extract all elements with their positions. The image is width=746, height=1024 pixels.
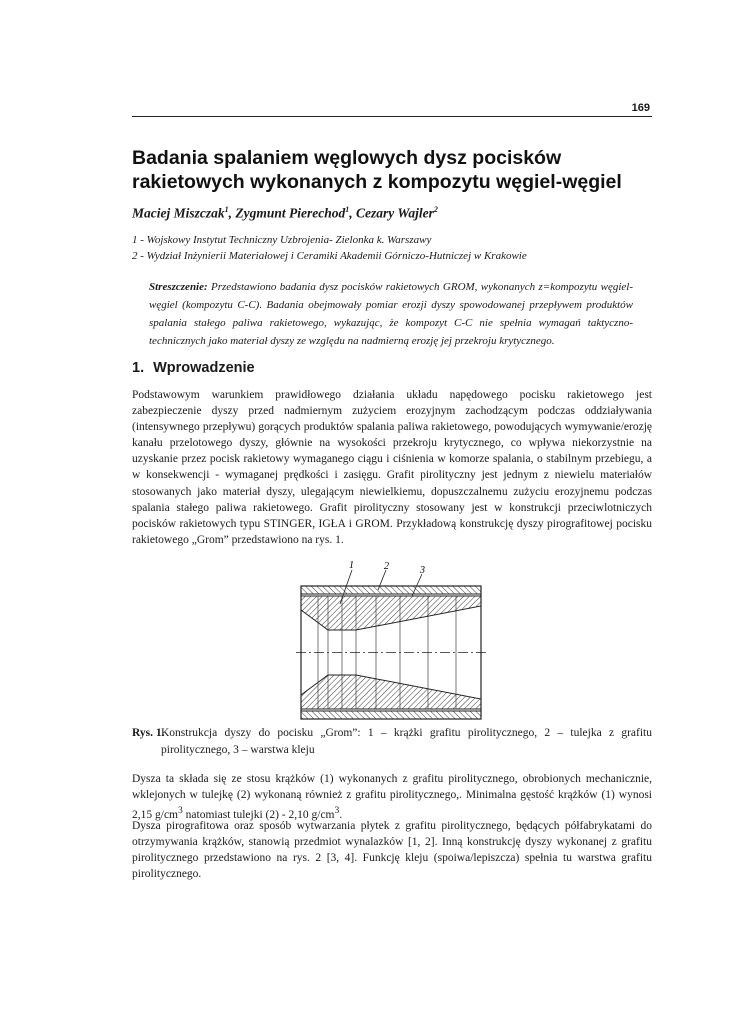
- paper-title: Badania spalaniem węglowych dysz pocisków rakietowych wykonanych z kompozytu węgiel-węgiel: [132, 147, 622, 193]
- author-separator: ,: [349, 205, 356, 221]
- caption-label: Rys. 1.: [132, 727, 165, 739]
- paragraph-text: natomiast tulejki (2) - 2,10 g/cm: [182, 809, 335, 822]
- nozzle-diagram: [296, 560, 486, 725]
- author-name: Zygmunt Pierechod: [235, 205, 346, 221]
- affiliation: 2 - Wydział Inżynierii Materiałowej i Ceramiki Akademii Górniczo-Hutniczej w Krakowie: [132, 250, 527, 262]
- section-heading: [132, 360, 255, 376]
- paragraph-text: Dysza ta składa się ze stosu krążków (1) wykonanych z grafitu pirolitycznego, obrobionych mechanicznie, wklejonych w tulejkę (2) wykonaną również z grafitu pirolitycznego,. Minimalna gęstość krążków (1) wynosi 2,15 g/cm: [132, 773, 652, 822]
- author-name: Cezary Wajler: [356, 205, 434, 221]
- section-title: Wprowadzenie: [153, 360, 255, 376]
- author-affiliation-mark: 1: [224, 205, 229, 214]
- caption-text: Konstrukcja dyszy do pocisku „Grom”: 1 – krążki grafitu pirolitycznego, 2 – tulejka z grafitu pirolitycznego, 3 – warstwa kleju: [161, 727, 652, 756]
- sleeve-bottom: [301, 711, 481, 719]
- body-paragraph: Podstawowym warunkiem prawidłowego działania układu napędowego pocisku rakietowego jest zabezpieczenie dyszy przed nadmiernym zużyciem erozyjnym zachodzącym podczas oddziaływania (intensywnego przepływu) gorących produktów spalania paliwa rakietowego, powodujących wymywanie/erozję kanału przelotowego dyszy, głównie na wysokości przekroju krytycznego, co wpływa niekorzystnie na uzyskanie przez pocisk rakietowy wymaganego ciągu i ciśnienia w komorze spalania, o stabilnym przebiegu, a w konsekwencji - wymaganej prędkości i zasięgu. Grafit pirolityczny jest jednym z niewielu materiałów stosowanych jako materiał dyszy, ulegającym niewielkiemu, dopuszczalnemu zużyciu erozyjnemu podczas spalania stałego paliwa rakietowego. Grafit pirolityczny stosowany jest w konstrukcji przeciwlotniczych pocisków rakietowych typu STINGER, IGŁA i GROM. Przykładową konstrukcję dyszy pirografitowej pocisku rakietowego „Grom” przedstawiono na rys. 1.: [132, 389, 652, 546]
- abstract-text: Przedstawiono badania dysz pocisków rakietowych GROM, wykonanych z=kompozytu węgiel-węgiel (kompozytu C-C). Badania obejmowały pomiar erozji dyszy spowodowanej przepływem produktów spalania stałego paliwa rakietowego, wykazując, że kompozyt C-C nie spełnia wymagań taktyczno-technicznych jako materiał dyszy ze względu na nadmierną erozję jej przekroju krytycznego.: [149, 281, 633, 347]
- affiliation: 1 - Wojskowy Instytut Techniczny Uzbrojenia- Zielonka k. Warszawy: [132, 234, 432, 246]
- abstract-label: Streszczenie:: [149, 281, 208, 293]
- body-paragraph: Dysza pirografitowa oraz sposób wytwarzania płytek z grafitu pirolitycznego, będących półfabrykatami do otrzymywania krążków, stanowią przedmiot wynalazków [1, 2]. Inną konstrukcję dyszy wykonanej z grafitu pirolitycznego przedstawiono na rys. 2 [3, 4]. Funkcję kleju (spoiwa/lepiszcza) spełnia tu warstwa grafitu pirolitycznego.: [132, 820, 652, 881]
- author-affiliation-mark: 2: [433, 205, 438, 214]
- nozzle-figure: [296, 560, 486, 725]
- author-affiliation-mark: 1: [345, 205, 350, 214]
- figure-label: 2: [384, 561, 389, 572]
- page-number: 169: [631, 102, 650, 114]
- abstract: [149, 278, 633, 350]
- superscript: 3: [178, 805, 183, 817]
- author-name: Maciej Miszczak: [132, 205, 225, 221]
- body-paragraph: [132, 771, 652, 823]
- author-separator: ,: [228, 205, 236, 221]
- sleeve-top: [301, 586, 481, 594]
- paragraph-text: .: [339, 809, 343, 822]
- section-number: 1.: [132, 360, 145, 376]
- figure-label: 3: [420, 565, 425, 576]
- author-list: [132, 205, 438, 222]
- header-rule: [132, 116, 652, 117]
- superscript: 3: [334, 805, 340, 817]
- figure-label: 1: [349, 560, 354, 571]
